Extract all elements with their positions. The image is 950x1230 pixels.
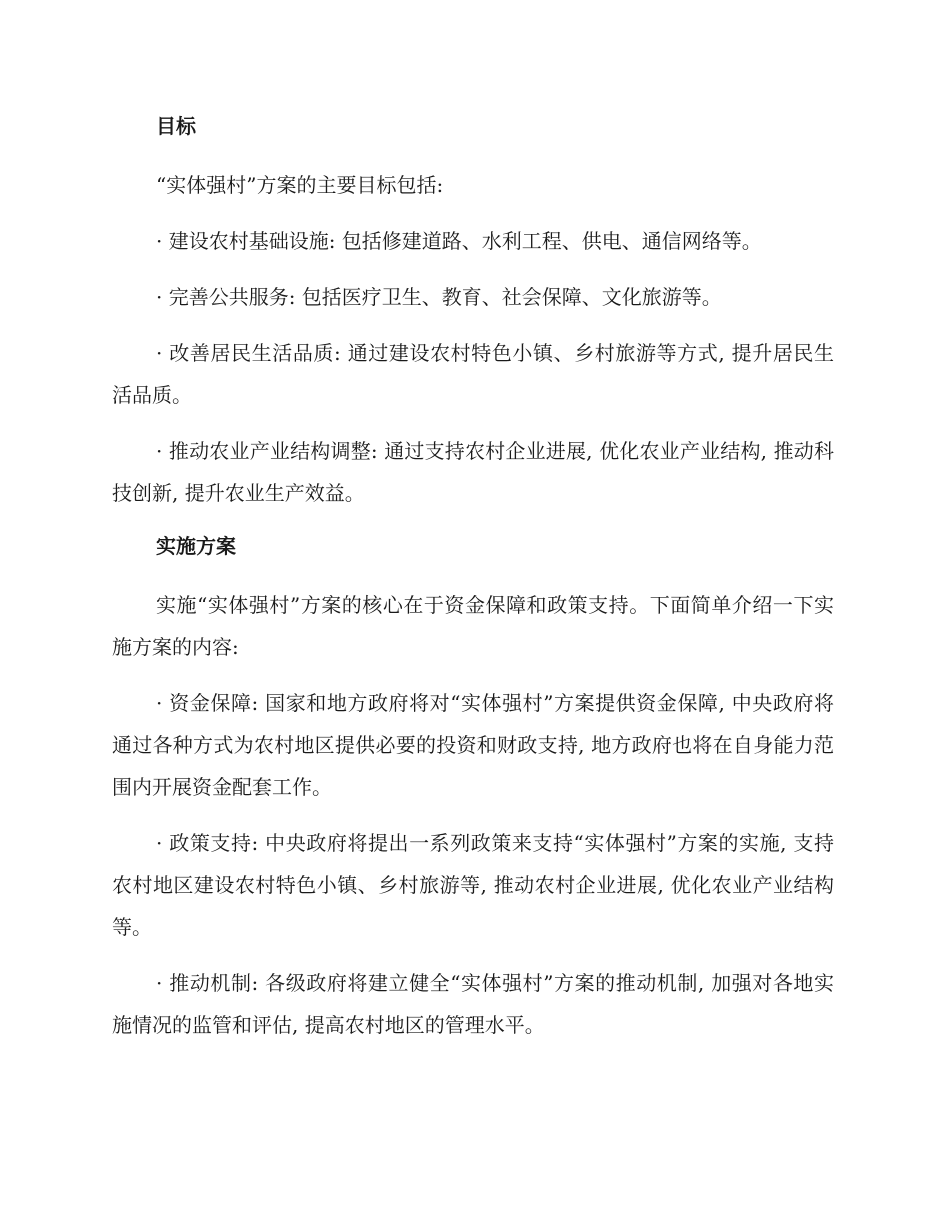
goal-item-living-quality: · 改善居民生活品质: 通过建设农村特色小镇、乡村旅游等方式, 提升居民生活品质。 [112, 341, 834, 407]
document-page [112, 108, 834, 1046]
section-heading-implementation: 实施方案 [156, 534, 236, 558]
implementation-item-mechanism: · 推动机制: 各级政府将建立健全“实体强村”方案的推动机制, 加强对各地实施情况的监管和评估, 提高农村地区的管理水平。 [112, 971, 834, 1037]
goal-item-agriculture: · 推动农业产业结构调整: 通过支持农村企业进展, 优化农业产业结构, 推动科技创新, 提升农业生产效益。 [112, 439, 834, 505]
implementation-item-policy: · 政策支持: 中央政府将提出一系列政策来支持“实体强村”方案的实施, 支持农村地区建设农村特色小镇、乡村旅游等, 推动农村企业进展, 优化农业产业结构等。 [112, 831, 834, 939]
implementation-intro: 实施“实体强村”方案的核心在于资金保障和政策支持。下面简单介绍一下实施方案的内容: [112, 593, 834, 659]
implementation-item-funding: · 资金保障: 国家和地方政府将对“实体强村”方案提供资金保障, 中央政府将通过各种方式为农村地区提供必要的投资和财政支持, 地方政府也将在自身能力范围内开展资金配套工作。 [112, 691, 834, 799]
goals-intro: “实体强村”方案的主要目标包括: [156, 173, 444, 197]
goal-item-public-services: · 完善公共服务: 包括医疗卫生、教育、社会保障、文化旅游等。 [156, 285, 722, 309]
section-heading-goals: 目标 [156, 114, 196, 138]
goal-item-infrastructure: · 建设农村基础设施: 包括修建道路、水利工程、供电、通信网络等。 [156, 229, 762, 253]
